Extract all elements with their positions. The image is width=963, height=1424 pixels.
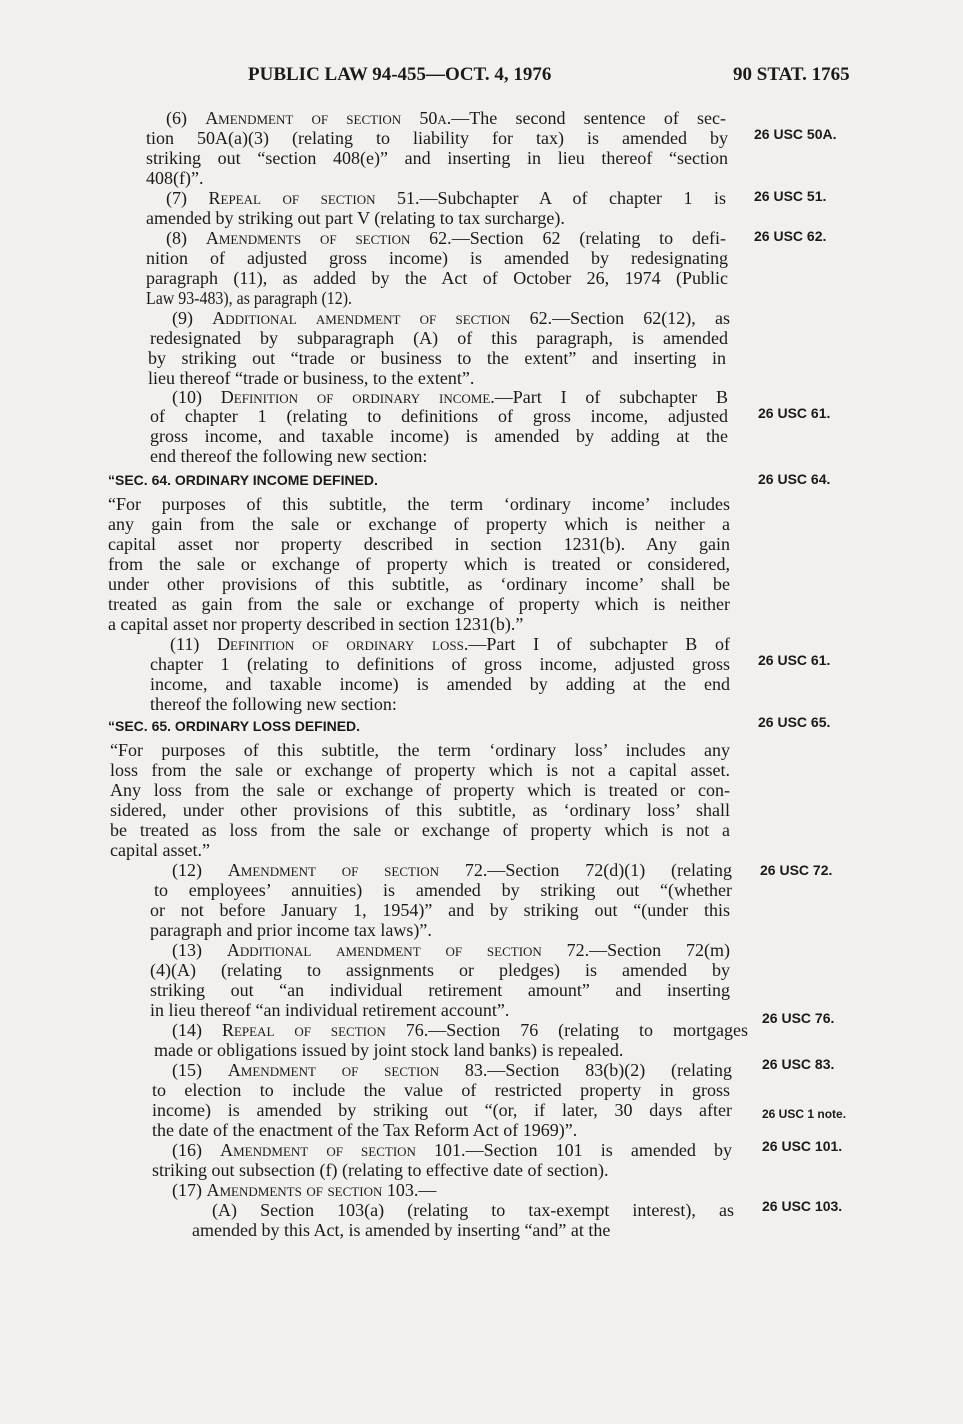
body-line: (8) Amendments of section 62.—Section 62 (relating to defi- xyxy=(166,228,726,248)
body-line: 408(f)”. xyxy=(146,168,204,188)
body-line: by striking out “trade or business to the extent” and inserting in xyxy=(148,348,726,368)
body-line: a capital asset nor property described in section 1231(b).” xyxy=(108,614,524,634)
paragraph-caption: Definition of ordinary loss. xyxy=(217,634,469,654)
body-line: under other provisions of this subtitle, as ‘ordinary income’ shall be xyxy=(108,574,730,594)
margin-citation: 26 USC 64. xyxy=(758,471,831,487)
body-line: end thereof the following new section: xyxy=(150,446,428,466)
paragraph-caption: Definition of ordinary income. xyxy=(220,387,495,407)
body-line: (7) Repeal of section 51.—Subchapter A of chapter 1 is xyxy=(166,188,726,208)
body-line: (6) Amendment of section 50a.—The second sentence of sec- xyxy=(166,108,726,128)
body-line: (14) Repeal of section 76.—Section 76 (relating to mortgages xyxy=(172,1020,748,1040)
body-line: of chapter 1 (relating to definitions of gross income, adjusted xyxy=(150,406,728,426)
body-line: (15) Amendment of section 83.—Section 83(b)(2) (relating xyxy=(172,1060,732,1080)
body-line: treated as gain from the sale or exchange of property which is neither xyxy=(108,594,730,614)
body-line: to election to include the value of restricted property in gross xyxy=(152,1080,730,1100)
body-line: (A) Section 103(a) (relating to tax-exempt interest), as xyxy=(212,1200,734,1220)
body-line: redesignated by subparagraph (A) of this paragraph, is amended xyxy=(150,328,728,348)
body-line: income) is amended by striking out “(or, if later, 30 days after xyxy=(152,1100,732,1120)
body-line: (9) Additional amendment of section 62.—Section 62(12), as xyxy=(172,308,730,328)
body-line: paragraph and prior income tax laws)”. xyxy=(150,920,432,940)
body-line: chapter 1 (relating to definitions of gross income, adjusted gross xyxy=(150,654,730,674)
margin-citation: 26 USC 61. xyxy=(758,405,831,421)
paragraph-caption: Amendment of section 50a. xyxy=(205,108,452,128)
stat-page-number: 90 STAT. 1765 xyxy=(733,64,850,85)
body-line: striking out “section 408(e)” and inserting in lieu thereof “section xyxy=(146,148,728,168)
paragraph-caption: Amendment of section 72. xyxy=(227,860,488,880)
body-line: loss from the sale or exchange of property which is not a capital asset. xyxy=(110,760,730,780)
margin-citation: 26 USC 72. xyxy=(760,862,833,878)
body-line: paragraph (11), as added by the Act of October 26, 1974 (Public xyxy=(146,268,728,288)
body-line: “For purposes of this subtitle, the term ‘ordinary income’ includes xyxy=(108,494,730,514)
section-heading-65: “SEC. 65. ORDINARY LOSS DEFINED. xyxy=(108,718,361,734)
paragraph-caption: Repeal of section 76. xyxy=(221,1020,429,1040)
paragraph-caption: Amendments of section 62. xyxy=(205,228,452,248)
body-line: capital asset nor property described in section 1231(b). Any gain xyxy=(108,534,730,554)
body-line: striking out subsection (f) (relating to effective date of section). xyxy=(152,1160,609,1180)
body-line: (13) Additional amendment of section 72.—Section 72(m) xyxy=(172,940,730,960)
body-line: (10) Definition of ordinary income.—Part I of subchapter B xyxy=(172,387,728,407)
body-line: made or obligations issued by joint stock land banks) is repealed. xyxy=(154,1040,624,1060)
body-line: gross income, and taxable income) is amended by adding at the xyxy=(150,426,728,446)
margin-citation: 26 USC 62. xyxy=(754,228,827,244)
body-line: lieu thereof “trade or business, to the extent”. xyxy=(148,368,475,388)
running-title: PUBLIC LAW 94-455—OCT. 4, 1976 xyxy=(248,64,552,85)
body-line: (12) Amendment of section 72.—Section 72(d)(1) (relating xyxy=(172,860,732,880)
paragraph-caption: Additional amendment of section 62. xyxy=(212,308,553,328)
body-line: be treated as loss from the sale or exchange of property which is not a xyxy=(110,820,730,840)
margin-citation: 26 USC 76. xyxy=(762,1010,835,1026)
body-line: to employees’ annuities) is amended by striking out “(whether xyxy=(154,880,732,900)
margin-citation: 26 USC 83. xyxy=(762,1056,835,1072)
body-line: in lieu thereof “an individual retirement account”. xyxy=(150,1000,510,1020)
section-heading-64: “SEC. 64. ORDINARY INCOME DEFINED. xyxy=(108,472,378,488)
margin-citation: 26 USC 103. xyxy=(762,1198,843,1214)
body-line: (16) Amendment of section 101.—Section 101 is amended by xyxy=(172,1140,732,1160)
paragraph-caption: Amendments of section 103. xyxy=(206,1180,419,1200)
body-line: the date of the enactment of the Tax Reform Act of 1969)”. xyxy=(152,1120,578,1140)
body-line: thereof the following new section: xyxy=(150,694,397,714)
body-line: “For purposes of this subtitle, the term ‘ordinary loss’ includes any xyxy=(110,740,730,760)
margin-citation: 26 USC 51. xyxy=(754,188,827,204)
body-line: tion 50A(a)(3) (relating to liability for tax) is amended by xyxy=(146,128,728,148)
body-line: Law 93-483), as paragraph (12). xyxy=(146,288,352,308)
paragraph-caption: Amendment of section 83. xyxy=(227,1060,488,1080)
body-line: (4)(A) (relating to assignments or pledges) is amended by xyxy=(150,960,730,980)
paragraph-caption: Repeal of section 51. xyxy=(208,188,420,208)
margin-citation: 26 USC 61. xyxy=(758,652,831,668)
body-line: income, and taxable income) is amended by adding at the end xyxy=(150,674,730,694)
paragraph-caption: Amendment of section 101. xyxy=(220,1140,466,1160)
body-line: (17) Amendments of section 103.— xyxy=(172,1180,437,1200)
body-line: any gain from the sale or exchange of property which is neither a xyxy=(108,514,730,534)
body-line: from the sale or exchange of property which is treated or considered, xyxy=(108,554,730,574)
margin-citation: 26 USC 65. xyxy=(758,714,831,730)
body-line: sidered, under other provisions of this subtitle, as ‘ordinary loss’ shall xyxy=(110,800,730,820)
margin-citation: 26 USC 101. xyxy=(762,1138,843,1154)
body-line: Any loss from the sale or exchange of property which is treated or con- xyxy=(110,780,730,800)
body-line: amended by this Act, is amended by inserting “and” at the xyxy=(192,1220,611,1240)
body-line: or not before January 1, 1954)” and by striking out “(under this xyxy=(150,900,730,920)
body-line: capital asset.” xyxy=(110,840,210,860)
body-line: striking out “an individual retirement amount” and inserting xyxy=(150,980,730,1000)
body-line: (11) Definition of ordinary loss.—Part I of subchapter B of xyxy=(170,634,730,654)
page-header xyxy=(0,64,963,90)
paragraph-caption: Additional amendment of section 72. xyxy=(226,940,590,960)
margin-citation: 26 USC 1 note. xyxy=(762,1107,847,1121)
body-line: nition of adjusted gross income) is amended by redesignating xyxy=(146,248,728,268)
margin-citation: 26 USC 50A. xyxy=(754,126,837,142)
body-line: amended by striking out part V (relating to tax surcharge). xyxy=(146,208,565,228)
